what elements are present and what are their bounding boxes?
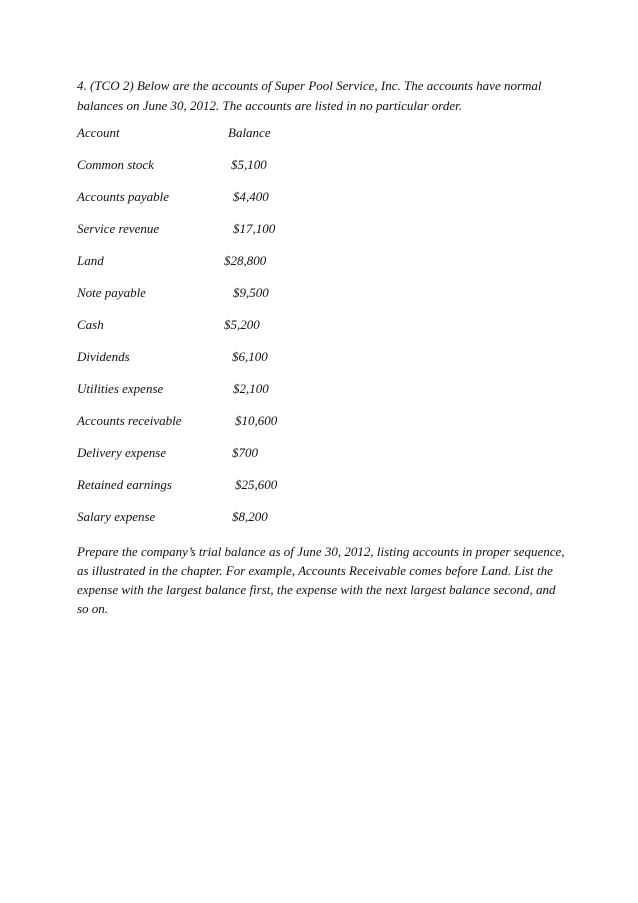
- account-name: Delivery expense: [77, 445, 167, 460]
- balance-column-header: Balance: [228, 125, 271, 140]
- account-balance: $5,100: [231, 157, 267, 172]
- table-row: [77, 284, 377, 316]
- account-balance: $17,100: [233, 221, 276, 236]
- table-row: [77, 220, 377, 252]
- account-balance: $5,200: [224, 317, 260, 332]
- accounts-table: [77, 124, 377, 540]
- account-name: Dividends: [77, 349, 130, 364]
- account-name: Retained earnings: [77, 477, 172, 492]
- account-name: Utilities expense: [77, 381, 164, 396]
- table-row: [77, 188, 377, 220]
- account-balance: $2,100: [233, 381, 269, 396]
- table-row: [77, 412, 377, 444]
- account-balance: $10,600: [235, 413, 278, 428]
- instructions-paragraph: Prepare the company’s trial balance as of June 30, 2012, listing accounts in proper sequence, as illustrated in the chapter. For example, Accounts Receivable comes before Land. List the expense with the largest balance first, the expense with the next largest balance second, and so on.: [77, 544, 565, 616]
- table-row: [77, 444, 377, 476]
- account-name: Land: [77, 253, 104, 268]
- account-balance: $28,800: [224, 253, 267, 268]
- account-balance: $25,600: [235, 477, 278, 492]
- account-column-header: Account: [77, 125, 120, 140]
- table-row: [77, 348, 377, 380]
- account-balance: $4,400: [233, 189, 269, 204]
- table-row: [77, 476, 377, 508]
- table-row: [77, 508, 377, 540]
- account-balance: $700: [232, 445, 258, 460]
- account-name: Note payable: [77, 285, 146, 300]
- table-row: [77, 252, 377, 284]
- account-name: Common stock: [77, 157, 154, 172]
- account-name: Service revenue: [77, 221, 160, 236]
- table-row: [77, 380, 377, 412]
- account-name: Accounts receivable: [77, 413, 182, 428]
- account-balance: $8,200: [232, 509, 268, 524]
- account-balance: $9,500: [233, 285, 269, 300]
- account-name: Salary expense: [77, 509, 156, 524]
- table-row: [77, 156, 377, 188]
- table-header: [77, 124, 377, 156]
- account-name: Cash: [77, 317, 104, 332]
- question-intro: 4. (TCO 2) Below are the accounts of Super Pool Service, Inc. The accounts have normal balances on June 30, 2012. The accounts are listed in no particular order.: [77, 78, 542, 113]
- account-name: Accounts payable: [77, 189, 170, 204]
- table-row: [77, 316, 377, 348]
- account-balance: $6,100: [232, 349, 268, 364]
